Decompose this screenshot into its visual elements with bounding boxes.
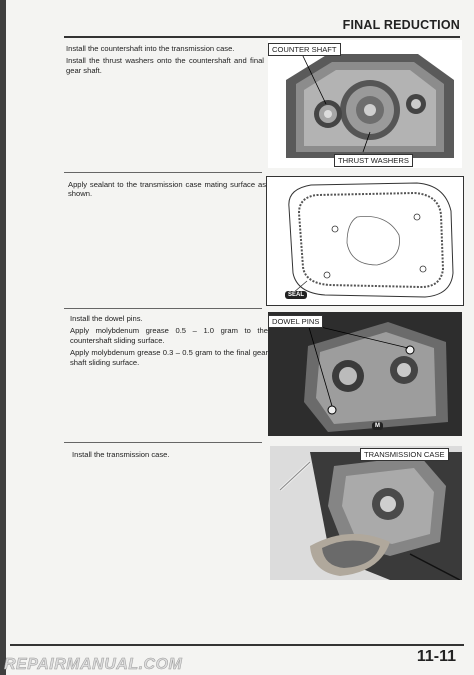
- transmission-case-illustration: [270, 446, 462, 580]
- step-1-line-2: Install the thrust washers onto the countershaft and final gear shaft.: [66, 56, 264, 75]
- step-2-text: [68, 180, 266, 199]
- callout-transmission-case: TRANSMISSION CASE: [360, 448, 449, 461]
- step-3-text: [70, 314, 268, 367]
- page-number: 11-11: [416, 648, 456, 665]
- binding-edge: [0, 0, 6, 675]
- footer-rule: [10, 644, 464, 646]
- callout-dowel-pins: DOWEL PINS: [268, 315, 323, 328]
- step-4-text: [72, 450, 270, 459]
- callout-counter-shaft: COUNTER SHAFT: [268, 43, 341, 56]
- watermark-logo: REPAIRMANUAL.COM: [4, 656, 183, 673]
- figure-sealant: [266, 176, 464, 306]
- dowel-pins-illustration: [268, 312, 462, 436]
- molybdenum-badge: M: [372, 422, 383, 430]
- step-divider-1: [64, 172, 262, 173]
- step-1-line-1: Install the countershaft into the transmission case.: [66, 44, 235, 53]
- figure-countershaft: [268, 40, 462, 168]
- figure-transmission-case: [270, 446, 462, 580]
- figure-dowel-pins: [268, 312, 462, 436]
- step-3-line-3: Apply molybdenum grease 0.3 – 0.5 gram to the final gear shaft sliding surface.: [70, 348, 268, 367]
- sealant-diagram: [267, 177, 463, 305]
- header-rule: [64, 36, 460, 38]
- step-3-line-2: Apply molybdenum grease 0.5 – 1.0 gram to the countershaft sliding surface.: [70, 326, 268, 345]
- step-3-line-1: Install the dowel pins.: [70, 314, 143, 323]
- step-divider-2: [64, 308, 262, 309]
- step-divider-3: [64, 442, 262, 443]
- seal-badge: SEAL: [285, 291, 307, 299]
- countershaft-illustration: [268, 40, 462, 168]
- step-2-line-1: Apply sealant to the transmission case mating surface as shown.: [68, 180, 266, 199]
- step-4-line-1: Install the transmission case.: [72, 450, 170, 459]
- callout-thrust-washers: THRUST WASHERS: [334, 154, 413, 167]
- step-1-text: [66, 44, 264, 75]
- section-title: FINAL REDUCTION: [342, 18, 460, 32]
